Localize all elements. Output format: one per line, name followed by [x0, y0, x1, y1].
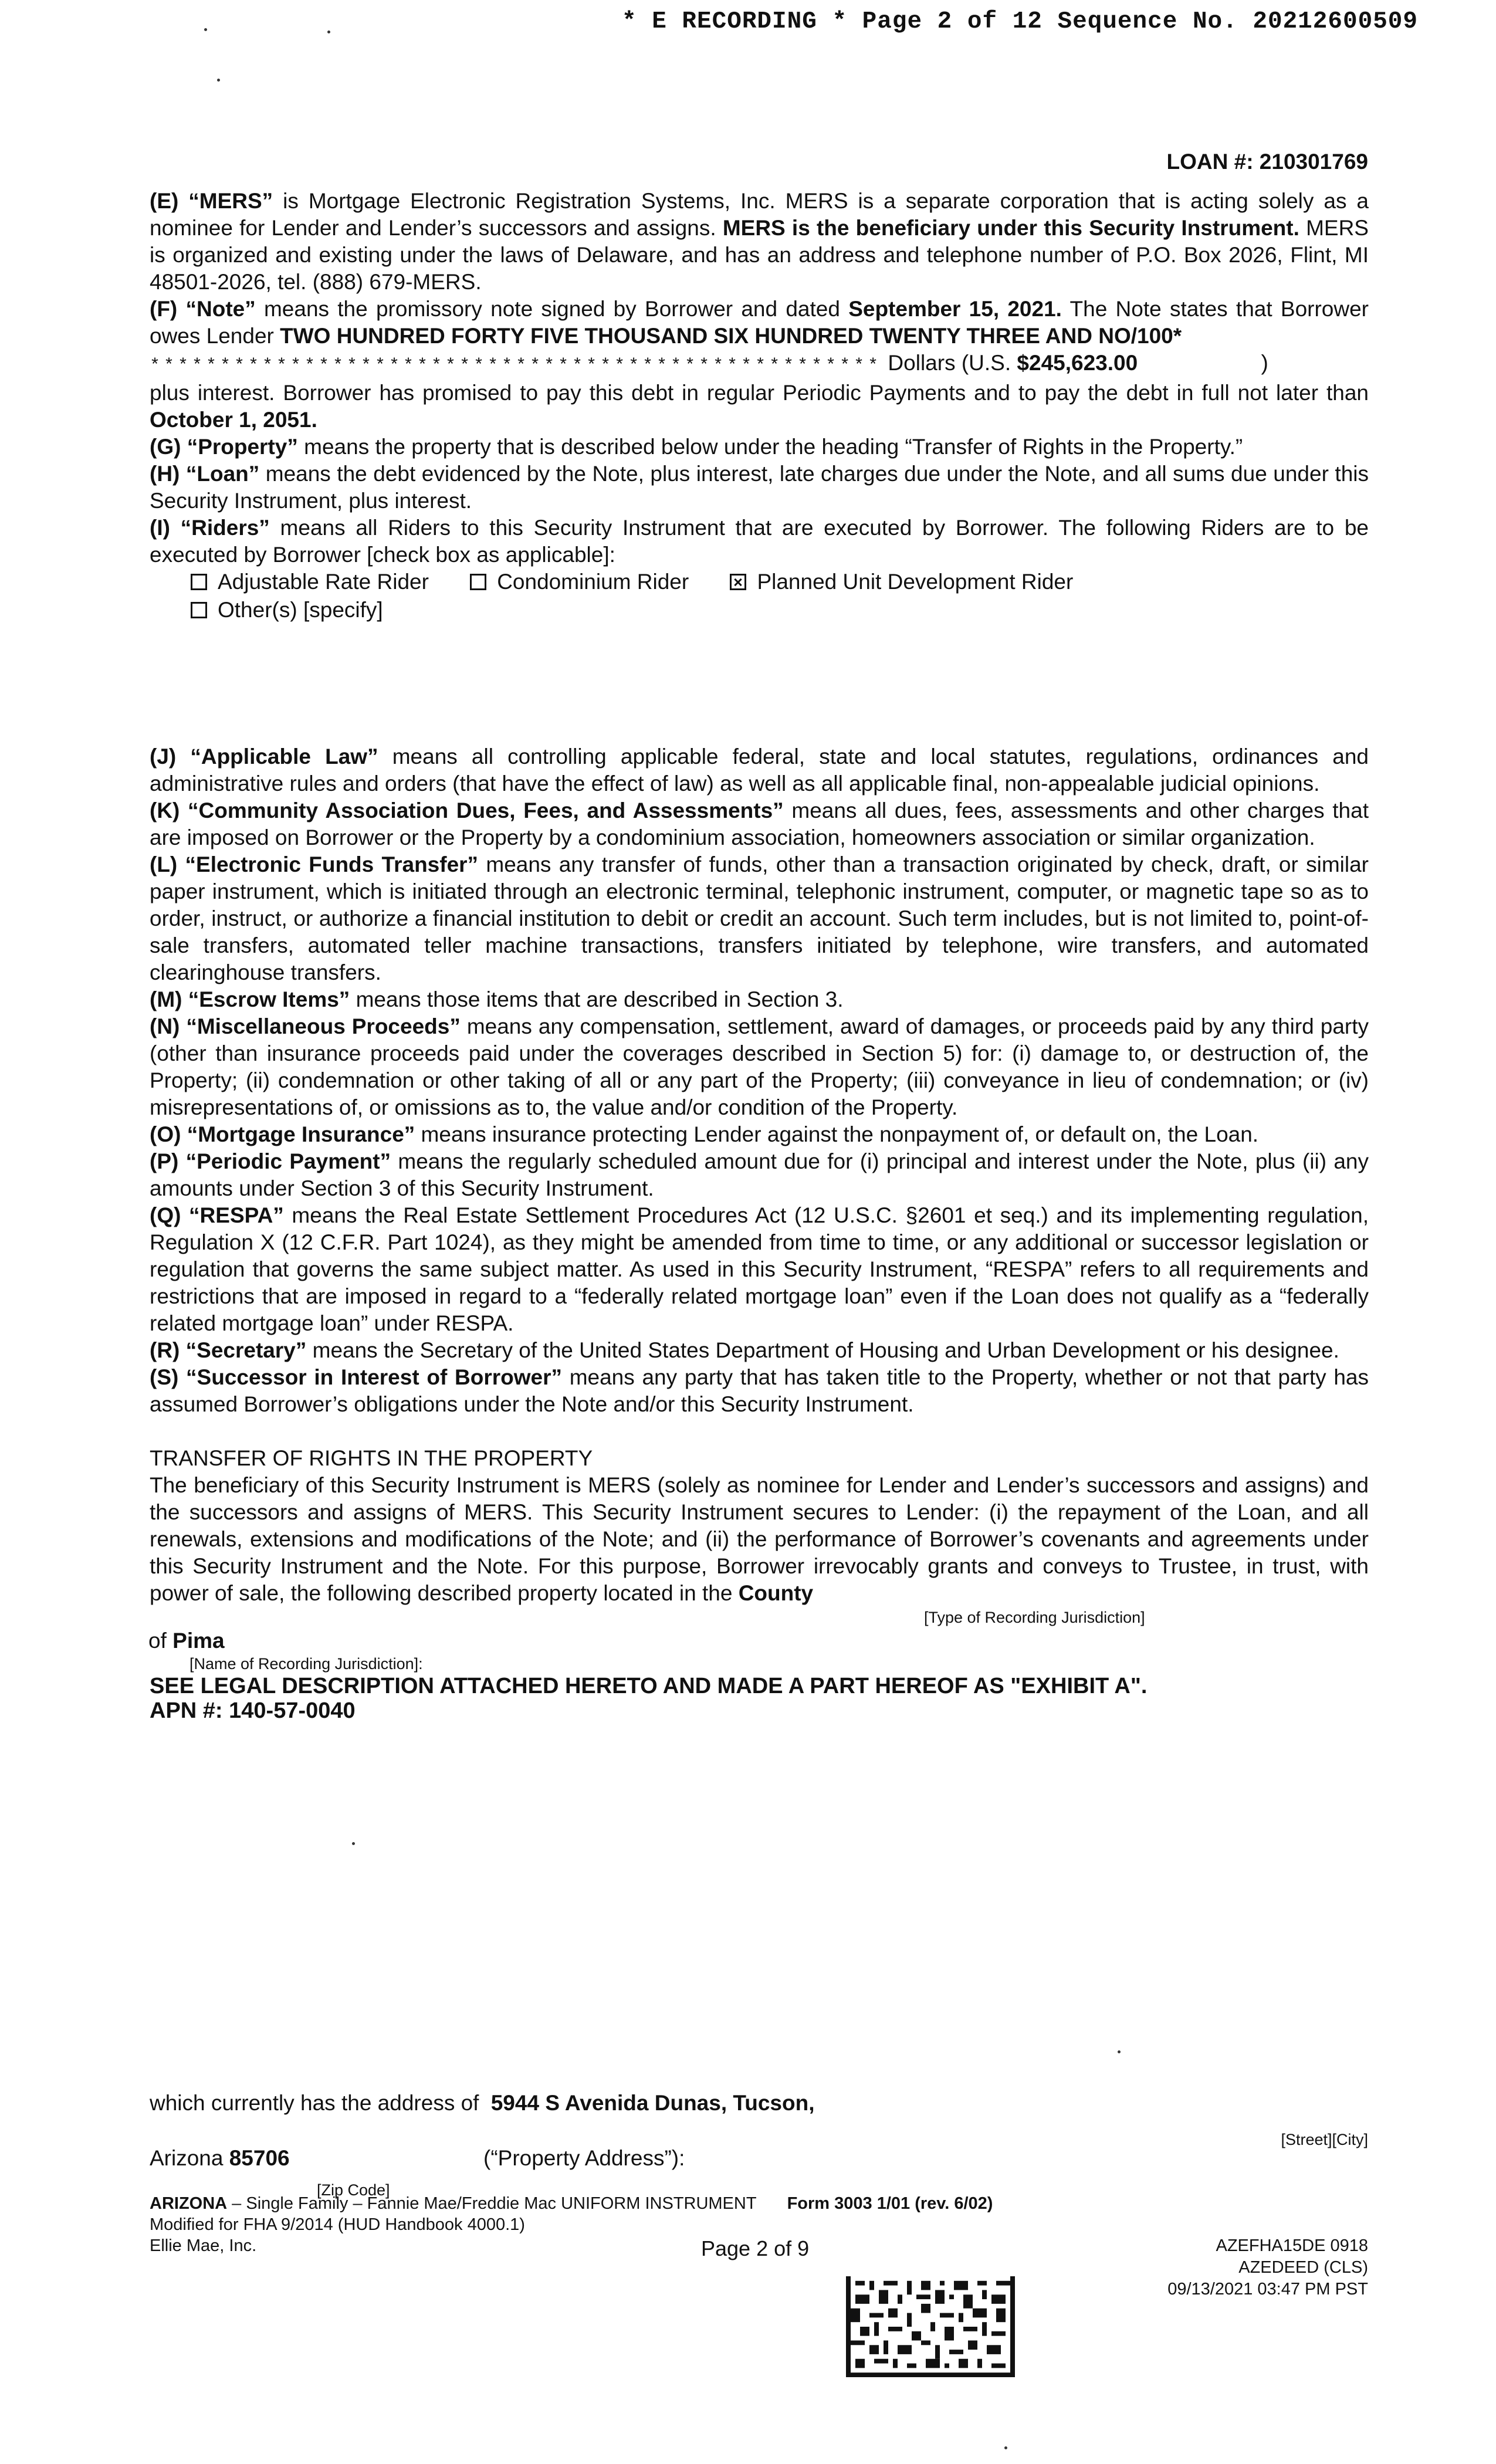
definition-text: means any compensation, settlement, award of damages, or proceeds paid by any third party (other than insurance proceeds paid under the coverages described in Section 5) for: (i) damage to, or destruction of, the Property; (ii) condemnation or other taking of all or any part of the Property; (iii) conveyance in lieu of condemnation; or (iv) misrepresentations of, or omissions as to, the value and/or condition of the Property.: [150, 1014, 1369, 1119]
rider-option: [191, 568, 429, 595]
definition-text: means the property that is described below under the heading “Transfer of Rights in the Property.”: [297, 435, 1243, 459]
definition-q: [150, 1202, 1369, 1337]
definition-label: (S) “Successor in Interest of Borrower”: [150, 1365, 562, 1389]
barcode-icon: [846, 2276, 1015, 2377]
definition-text: is Mortgage Electronic Registration Systems, Inc. MERS is a separate corporation that is acting solely as a nominee for Lender and Lender’s successors and assigns.: [150, 189, 1369, 240]
maturity-date: October 1, 2051.: [150, 408, 317, 432]
rider-label: Other(s) [specify]: [218, 598, 383, 622]
rider-option: [470, 568, 689, 595]
transfer-text: of: [148, 1629, 173, 1653]
definition-label: (R) “Secretary”: [150, 1338, 307, 1362]
definition-i: [150, 515, 1369, 568]
riders-checklist: [191, 568, 1369, 625]
definition-emphasis: MERS is the beneficiary under this Security Instrument.: [722, 216, 1299, 240]
definition-f: [150, 296, 1369, 350]
rider-label: Adjustable Rate Rider: [218, 570, 429, 594]
definition-label: (I) “Riders”: [150, 516, 270, 540]
rider-label: Condominium Rider: [497, 570, 689, 594]
definition-label: (P) “Periodic Payment”: [150, 1149, 391, 1173]
definition-f-amount-line: [150, 350, 1369, 380]
checkbox-checked-icon: [730, 574, 746, 590]
definition-l: [150, 851, 1369, 986]
definition-label: (H) “Loan”: [150, 462, 260, 486]
definition-label: (F) “Note”: [150, 297, 256, 321]
form-modification: Modified for FHA 9/2014 (HUD Handbook 4000.1): [150, 2215, 525, 2234]
checkbox-empty-icon: [191, 602, 207, 618]
note-date: September 15, 2021.: [848, 297, 1062, 321]
definition-h: [150, 461, 1369, 515]
definition-n: [150, 1013, 1369, 1121]
state-zip-line: [150, 2146, 290, 2171]
scan-speck: [1118, 2050, 1121, 2053]
form-timestamp: 09/13/2021 03:47 PM PST: [1167, 2280, 1368, 2299]
definition-text: means the debt evidenced by the Note, plus interest, late charges due under the Note, and all sums due under this Security Instrument, plus interest.: [150, 462, 1369, 513]
form-code: AZEDEED (CLS): [1238, 2258, 1368, 2277]
apn-number: APN #: 140-57-0040: [150, 1698, 356, 1723]
page-number: Page 2 of 9: [701, 2236, 810, 2260]
definition-text: means the Secretary of the United States Department of Housing and Urban Development or his designee.: [306, 1338, 1339, 1362]
loan-number: LOAN #: 210301769: [1166, 150, 1368, 174]
form-state: ARIZONA: [150, 2194, 228, 2213]
definition-label: (N) “Miscellaneous Proceeds”: [150, 1014, 461, 1038]
property-state: Arizona: [150, 2146, 229, 2170]
definition-text: means all controlling applicable federal, state and local statutes, regulations, ordinances and administrative rules and orders (that have the effect of law) as well as all applicable final, non-appealable judicial opinions.: [150, 744, 1369, 796]
definition-label: (J) “Applicable Law”: [150, 744, 378, 769]
rider-label: Planned Unit Development Rider: [757, 570, 1074, 594]
jurisdiction-type: County: [738, 1581, 814, 1605]
address-intro: which currently has the address of: [150, 2091, 485, 2115]
checkbox-empty-icon: [191, 574, 207, 590]
definition-text: means all Riders to this Security Instrument that are executed by Borrower. The following Riders are to be executed by Borrower [check box as applicable]:: [150, 516, 1369, 567]
jurisdiction-type-label: [Type of Recording Jurisdiction]: [924, 1609, 1145, 1626]
rider-option: [191, 597, 383, 624]
amount-fill-stars: ****************************************************: [150, 356, 882, 376]
definition-text: Dollars (U.S.: [882, 351, 1017, 375]
transfer-text: The beneficiary of this Security Instrument is MERS (solely as nominee for Lender and Lender’s successors and assigns) and the successors and assigns of MERS. This Security Instrument secures to Lender: (i) the repayment of the Loan, and all renewals, extensions and modifications of the Note; and (ii) the performance of Borrower’s covenants and agreements under this Security Instrument and the Note. For this purpose, Borrower irrevocably grants and conveys to Trustee, in trust, with power of sale, the following described property located in the: [150, 1473, 1369, 1605]
scan-speck: [1004, 2446, 1007, 2449]
definition-text: means insurance protecting Lender against the nonpayment of, or default on, the Loan.: [415, 1122, 1259, 1146]
definition-g: [150, 434, 1369, 461]
definition-text: means the regularly scheduled amount due for (i) principal and interest under the Note, plus (ii) any amounts under Section 3 of this Security Instrument.: [150, 1149, 1369, 1200]
scan-speck: [327, 31, 330, 33]
definition-m: [150, 986, 1369, 1013]
document-body: [150, 188, 1369, 1723]
loan-amount-words: TWO HUNDRED FORTY FIVE THOUSAND SIX HUNDRED TWENTY THREE AND NO/100*: [280, 324, 1182, 348]
definition-j: [150, 743, 1369, 797]
scan-speck: [352, 1842, 355, 1845]
definition-p: [150, 1148, 1369, 1202]
definition-text: means the Real Estate Settlement Procedures Act (12 U.S.C. §2601 et seq.) and its implementing regulation, Regulation X (12 C.F.R. Part 1024), as they might be amended from time to time, or any additional or successor legislation or regulation that governs the same subject matter. As used in this Security Instrument, “RESPA” refers to all requirements and restrictions that are imposed in regard to a “federally related mortgage loan” even if the Loan does not qualify as a “federally related mortgage loan” under RESPA.: [150, 1203, 1369, 1335]
form-footer: [150, 2193, 993, 2256]
transfer-heading: TRANSFER OF RIGHTS IN THE PROPERTY: [150, 1446, 593, 1470]
definition-r: [150, 1337, 1369, 1364]
loan-amount: $245,623.00: [1017, 351, 1138, 375]
definition-label: (O) “Mortgage Insurance”: [150, 1122, 415, 1146]
form-description: – Single Family – Fannie Mae/Freddie Mac UNIFORM INSTRUMENT: [227, 2194, 757, 2213]
definition-label: (G) “Property”: [150, 435, 298, 459]
legal-description: SEE LEGAL DESCRIPTION ATTACHED HERETO AND MADE A PART HEREOF AS "EXHIBIT A".: [150, 1674, 1148, 1698]
jurisdiction-name-line: [148, 1628, 1369, 1654]
scan-speck: [204, 28, 207, 31]
definition-f-cont: [150, 380, 1369, 434]
definition-text: means the promissory note signed by Borrower and dated: [255, 297, 849, 321]
definition-text: plus interest. Borrower has promised to pay this debt in regular Periodic Payments and to pay the debt in full not later than: [150, 381, 1369, 405]
form-number: Form 3003 1/01 (rev. 6/02): [787, 2194, 993, 2213]
scan-speck: [217, 79, 220, 82]
transfer-paragraph: [150, 1472, 1369, 1607]
definition-label: (L) “Electronic Funds Transfer”: [150, 852, 479, 876]
definition-text: MERS is organized and existing under the laws of Delaware, and has an address and telephone number of P.O. Box 2026, Flint, MI 48501-2026, tel. (888) 679-MERS.: [150, 216, 1369, 294]
form-codes: [1167, 2235, 1368, 2300]
definition-k: [150, 797, 1369, 851]
definition-text: means any party that has taken title to the Property, whether or not that party has assumed Borrower’s obligations under the Note and/or this Security Instrument.: [150, 1365, 1369, 1416]
property-street-city: 5944 S Avenida Dunas, Tucson,: [490, 2091, 815, 2115]
definition-o: [150, 1121, 1369, 1148]
definition-e: [150, 188, 1369, 296]
definition-text: means those items that are described in Section 3.: [350, 987, 844, 1011]
definition-text: means any transfer of funds, other than a transaction originated by check, draft, or similar paper instrument, which is initiated through an electronic terminal, telephonic instrument, computer, or magnetic tape so as to order, instruct, or authorize a financial institution to debit or credit an account. Such term includes, but is not limited to, point-of-sale transfers, automated teller machine transactions, transfers initiated by telephone, wire transfers, and automated clearinghouse transfers.: [150, 852, 1369, 984]
jurisdiction-name-label: [Name of Recording Jurisdiction]:: [189, 1655, 423, 1673]
definition-text: The Note states that Borrower owes Lender: [150, 297, 1369, 348]
definition-label: (E) “MERS”: [150, 189, 273, 213]
rider-option: [730, 568, 1073, 595]
definition-label: (K) “Community Association Dues, Fees, and Assessments”: [150, 798, 784, 823]
recording-header: * E RECORDING * Page 2 of 12 Sequence No. 20212600509: [622, 8, 1419, 35]
street-city-label: [Street][City]: [1281, 2131, 1368, 2148]
form-title: [150, 2193, 993, 2214]
jurisdiction-name: Pima: [172, 1629, 225, 1653]
form-code: AZEFHA15DE 0918: [1216, 2236, 1368, 2255]
property-address-label: (“Property Address”):: [483, 2146, 685, 2170]
definition-s: [150, 1364, 1369, 1418]
definition-label: (Q) “RESPA”: [150, 1203, 284, 1227]
definition-text: means all dues, fees, assessments and other charges that are imposed on Borrower or the Property by a condominium association, homeowners association or similar organization.: [150, 798, 1369, 849]
checkbox-empty-icon: [470, 574, 486, 590]
property-zip: 85706: [229, 2146, 290, 2170]
form-vendor: Ellie Mae, Inc.: [150, 2236, 257, 2255]
zip-code-label: [Zip Code]: [317, 2181, 390, 2199]
definition-label: (M) “Escrow Items”: [150, 987, 350, 1011]
address-line: [150, 2091, 814, 2116]
definition-text: ): [1255, 351, 1268, 375]
